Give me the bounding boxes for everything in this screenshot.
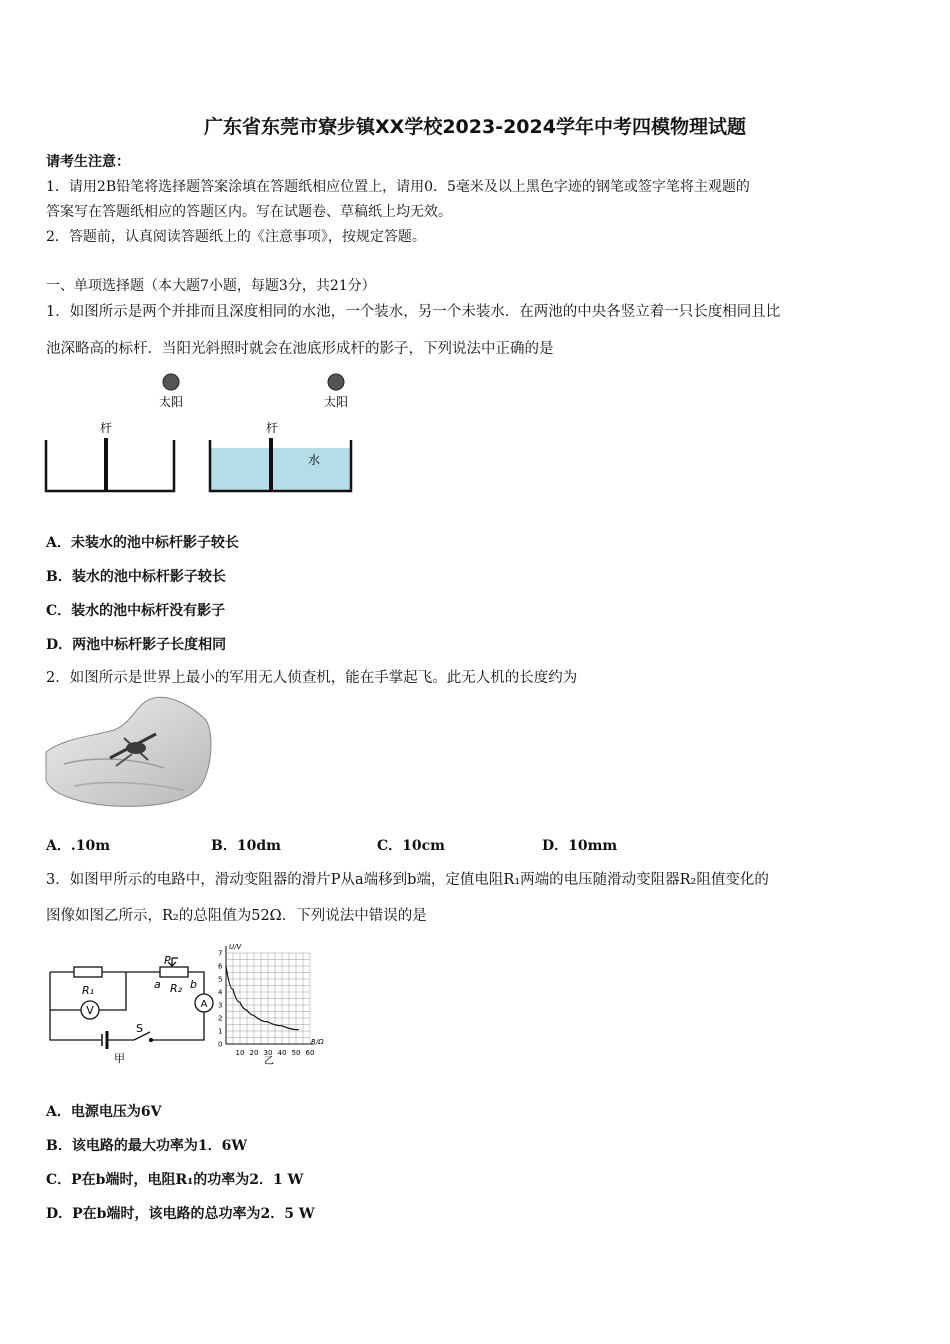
x-tick-label: 40 (277, 1049, 287, 1057)
q1-option-d: D．两池中标杆影子长度相同 (46, 637, 227, 653)
notice-heading: 请考生注意： (46, 154, 130, 170)
q3-option-a: A．电源电压为6V (46, 1104, 162, 1120)
notice-line-2: 2．答题前，认真阅读答题纸上的《注意事项》，按规定答题。 (46, 229, 426, 245)
y-axis-label: U/V (229, 943, 242, 951)
q1-option-a: A．未装水的池中标杆影子较长 (46, 535, 239, 551)
rod-label-left: 杆 (99, 421, 113, 435)
circuit-diagram (44, 948, 223, 1068)
q1-text-line1: 1．如图所示是两个并排而且深度相同的水池，一个装水，另一个未装水．在两池的中央各竖立着一只长度相同且比 (46, 304, 781, 320)
q2-option-d: D．10mm (542, 838, 618, 854)
sun-label-left: 太阳 (158, 395, 184, 409)
sun-label-right: 太阳 (323, 395, 349, 409)
q3-text-line2: 图像如图乙所示，R₂的总阻值为52Ω．下列说法中错误的是 (46, 908, 427, 924)
rod-label-right: 杆 (265, 421, 279, 435)
resistor-r1 (74, 967, 102, 977)
switch-label: S (136, 1022, 143, 1035)
sun-icon-left (163, 374, 179, 390)
graph-grid (226, 953, 310, 1044)
y-tick-label: 4 (218, 988, 223, 997)
ammeter-label: A (200, 999, 208, 1010)
q2-option-a: A．.10m (46, 838, 111, 854)
x-axis-label: R/Ω (311, 1038, 324, 1046)
x-tick-label: 10 (235, 1049, 245, 1057)
x-tick-label: 30 (263, 1049, 273, 1057)
empty-pool (46, 440, 174, 491)
q1-option-b: B．装水的池中标杆影子较长 (46, 569, 226, 585)
pools-figure (44, 370, 356, 496)
y-tick-label: 5 (218, 975, 223, 984)
voltage-curve (226, 966, 299, 1030)
rod-right (269, 438, 273, 491)
q3-option-c: C．P在b端时，电阻R₁的功率为2．1 W (46, 1172, 304, 1188)
q2-text: 2．如图所示是世界上最小的军用无人侦查机，能在手掌起飞。此无人机的长度约为 (46, 670, 578, 686)
circuit-caption: 甲 (114, 1052, 125, 1065)
x-tick-label: 20 (249, 1049, 259, 1057)
slider-p-label: P (164, 954, 171, 967)
graph-caption: 乙 (264, 1056, 274, 1067)
x-tick-label: 60 (305, 1049, 315, 1057)
rod-left (104, 438, 108, 491)
y-tick-label: 7 (218, 949, 223, 958)
x-tick-label: 50 (291, 1049, 301, 1057)
voltmeter-label: V (86, 1004, 94, 1017)
y-tick-label: 2 (218, 1014, 223, 1023)
q2-option-b: B．10dm (211, 838, 281, 854)
r1-label: R₁ (82, 984, 95, 997)
section-heading: 一、单项选择题（本大题7小题，每题3分，共21分） (46, 278, 376, 294)
q3-text-line1: 3．如图甲所示的电路中，滑动变阻器的滑片P从a端移到b端，定值电阻R₁两端的电压随滑动变阻器R₂阻值变化的 (46, 872, 769, 888)
r2-label: R₂ (170, 982, 183, 995)
q2-option-c: C．10cm (377, 838, 445, 854)
resistor-r2 (160, 967, 188, 977)
y-tick-label: 3 (218, 1001, 223, 1010)
end-b-label: b (190, 978, 197, 991)
drone-photo (44, 694, 214, 810)
pool-water (210, 448, 351, 491)
y-tick-label: 0 (218, 1040, 223, 1049)
q3-option-d: D．P在b端时，该电路的总功率为2．5 W (46, 1206, 315, 1222)
sun-icon-right (328, 374, 344, 390)
notice-line-1a: 1．请用2B铅笔将选择题答案涂填在答题纸相应位置上，请用0．5毫米及以上黑色字迹的钢笔或签字笔将主观题的 (46, 179, 750, 195)
water-label: 水 (307, 453, 321, 467)
q1-option-c: C．装水的池中标杆没有影子 (46, 603, 226, 619)
q1-text-line2: 池深略高的标杆．当阳光斜照时就会在池底形成杆的影子，下列说法中正确的是 (46, 341, 554, 357)
y-tick-label: 1 (218, 1027, 223, 1036)
q3-option-b: B．该电路的最大功率为1．6W (46, 1138, 248, 1154)
voltage-graph (214, 940, 332, 1068)
notice-line-1b: 答案写在答题纸相应的答题区内。写在试题卷、草稿纸上均无效。 (46, 204, 452, 220)
y-tick-label: 6 (218, 962, 223, 971)
end-a-label: a (154, 978, 161, 991)
page-title: 广东省东莞市寮步镇XX学校2023-2024学年中考四模物理试题 (204, 116, 746, 138)
